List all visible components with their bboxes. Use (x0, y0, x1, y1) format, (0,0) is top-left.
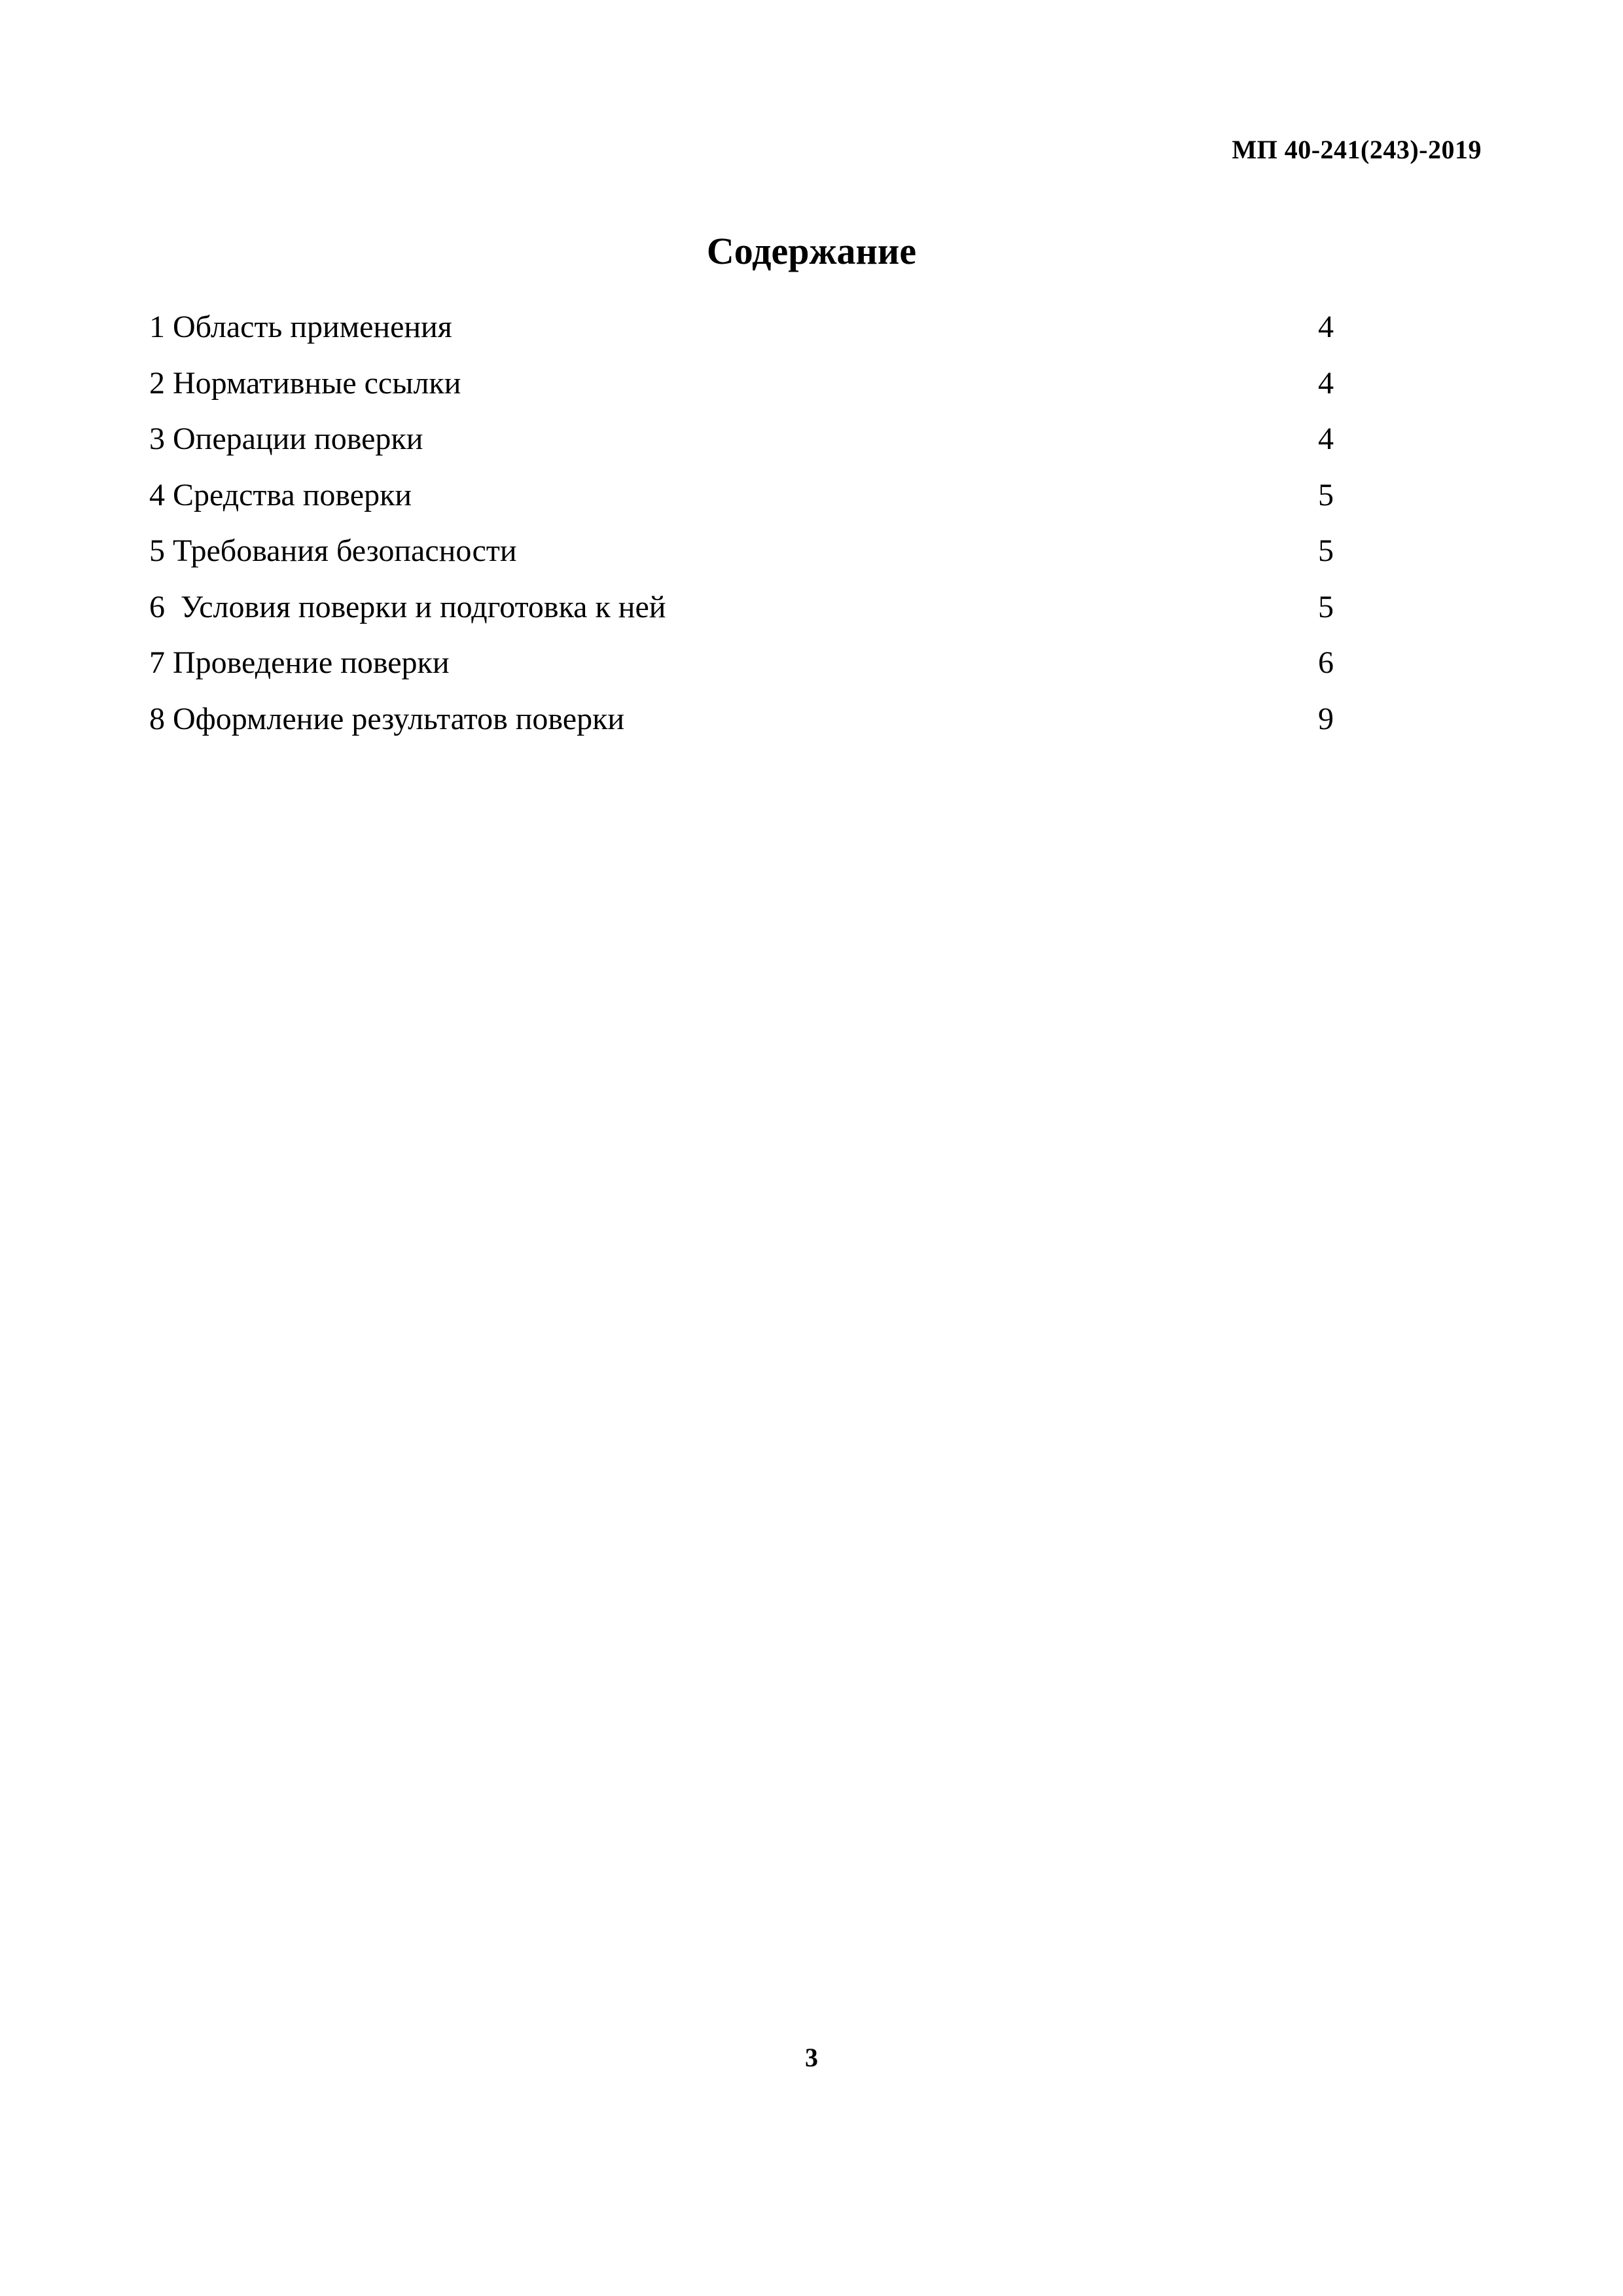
toc-entry-label: 6 Условия поверки и подготовка к ней (149, 589, 666, 624)
toc-entry-label: 7 Проведение поверки (149, 645, 450, 680)
toc-entry-page: 5 (1318, 589, 1334, 624)
toc-entry-page: 4 (1318, 422, 1334, 456)
toc-title: Содержание (706, 230, 917, 272)
page-number: 3 (805, 2043, 818, 2072)
table-of-contents (149, 308, 1334, 755)
toc-entry-label: 4 Средства поверки (149, 477, 412, 512)
document-code: МП 40-241(243)-2019 (1232, 135, 1482, 164)
toc-entry-label: 2 Нормативные ссылки (149, 365, 461, 401)
toc-entry-results-registration[interactable] (149, 700, 1334, 756)
toc-entry-label: 1 Область применения (149, 310, 452, 344)
toc-entry-page: 4 (1318, 310, 1334, 344)
toc-entry-page: 5 (1318, 533, 1334, 568)
toc-entry-page: 6 (1318, 645, 1334, 680)
toc-entry-verification-operations[interactable] (149, 420, 1334, 476)
toc-entry-safety-requirements[interactable] (149, 531, 1334, 588)
toc-entry-label: 8 Оформление результатов поверки (149, 701, 625, 736)
toc-entry-page: 4 (1318, 365, 1334, 401)
toc-entry-performing-verification[interactable] (149, 643, 1334, 700)
toc-entry-label: 5 Требования безопасности (149, 533, 517, 568)
toc-entry-verification-means[interactable] (149, 476, 1334, 532)
toc-entry-page: 9 (1318, 701, 1334, 736)
toc-entry-scope[interactable] (149, 308, 1334, 364)
toc-entry-normative-references[interactable] (149, 364, 1334, 420)
toc-entry-label: 3 Операции поверки (149, 422, 423, 456)
toc-entry-verification-conditions[interactable] (149, 588, 1334, 644)
toc-entry-page: 5 (1318, 477, 1334, 512)
